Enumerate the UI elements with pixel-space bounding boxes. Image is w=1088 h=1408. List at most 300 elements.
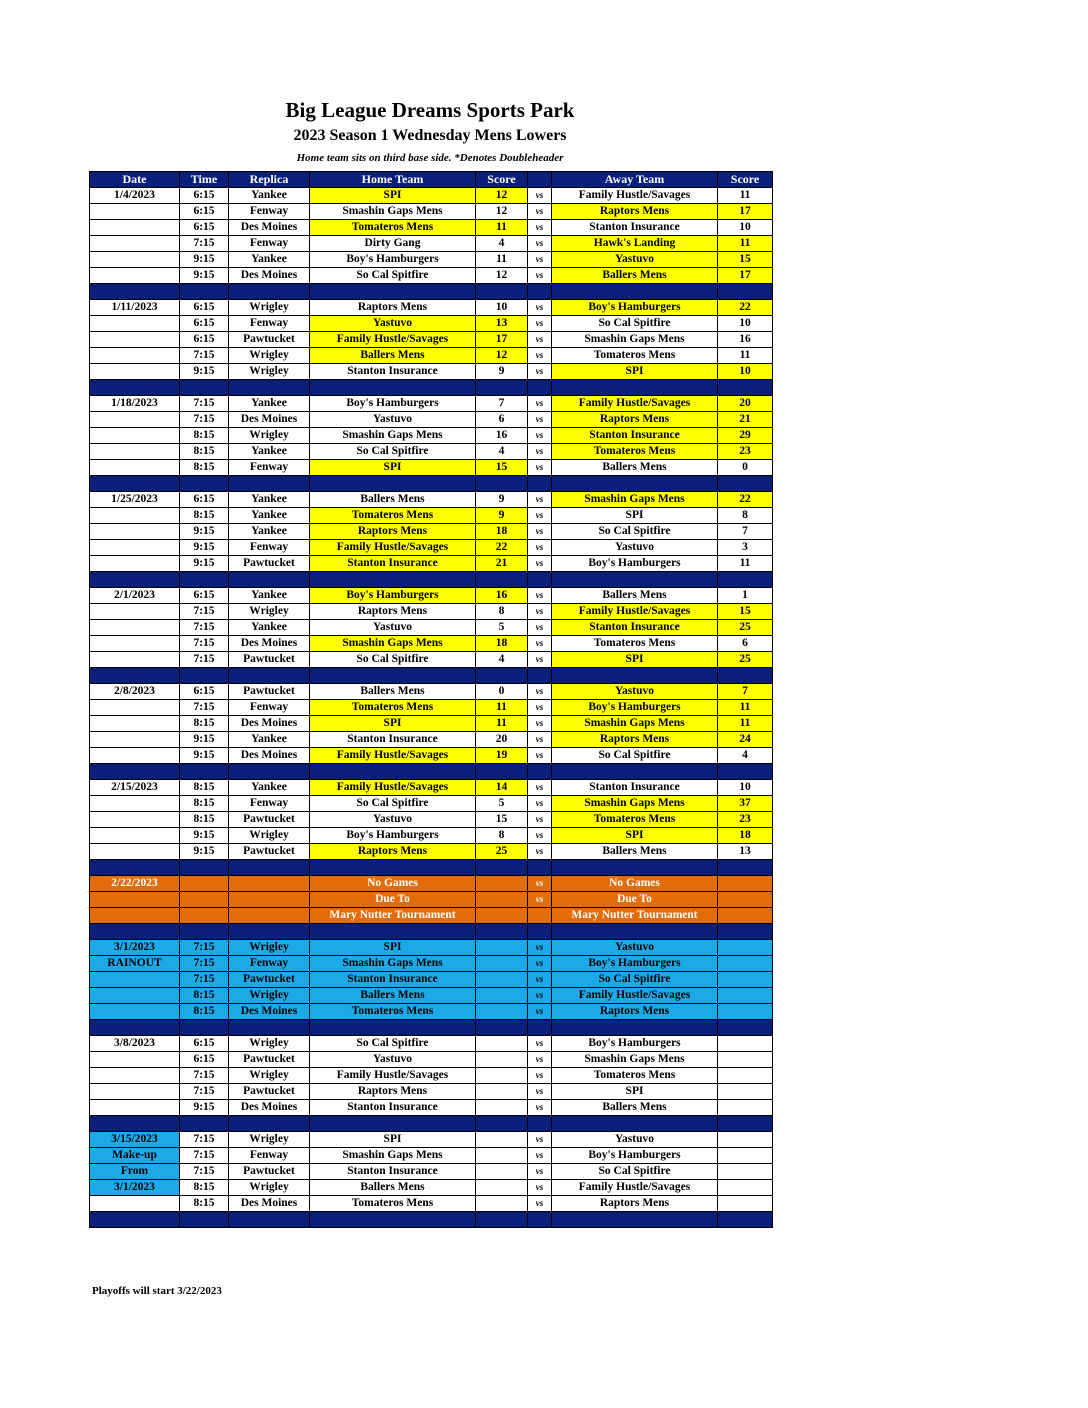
away-score-cell: 7 <box>718 524 773 540</box>
home-team-cell: Yastuvo <box>310 812 476 828</box>
time-cell: 8:15 <box>180 716 229 732</box>
table-row <box>90 700 773 716</box>
date-cell <box>90 700 180 716</box>
away-team-cell: Smashin Gaps Mens <box>552 332 718 348</box>
home-team-cell: Smashin Gaps Mens <box>310 428 476 444</box>
separator-cell <box>476 1116 528 1132</box>
vs-cell: vs <box>528 188 552 204</box>
time-cell <box>180 876 229 892</box>
replica-cell: Fenway <box>229 956 310 972</box>
table-row <box>90 1132 773 1148</box>
home-score-cell <box>476 1100 528 1116</box>
home-team-cell: So Cal Spitfire <box>310 268 476 284</box>
replica-cell: Des Moines <box>229 268 310 284</box>
vs-cell: vs <box>528 956 552 972</box>
vs-cell: vs <box>528 492 552 508</box>
table-row <box>90 508 773 524</box>
separator-cell <box>229 284 310 300</box>
separator-cell <box>180 572 229 588</box>
home-score-cell <box>476 1132 528 1148</box>
home-score-cell: 21 <box>476 556 528 572</box>
table-row <box>90 252 773 268</box>
replica-cell: Fenway <box>229 540 310 556</box>
away-team-cell: Tomateros Mens <box>552 812 718 828</box>
date-cell <box>90 1084 180 1100</box>
vs-cell: vs <box>528 876 552 892</box>
home-team-cell: Raptors Mens <box>310 300 476 316</box>
table-row <box>90 940 773 956</box>
separator-cell <box>476 1020 528 1036</box>
home-team-cell: Raptors Mens <box>310 1084 476 1100</box>
separator-cell <box>718 860 773 876</box>
time-cell: 7:15 <box>180 956 229 972</box>
home-team-cell: Tomateros Mens <box>310 1196 476 1212</box>
date-cell <box>90 364 180 380</box>
home-score-cell <box>476 1004 528 1020</box>
vs-cell: vs <box>528 988 552 1004</box>
home-team-cell: Stanton Insurance <box>310 972 476 988</box>
home-team-cell: Tomateros Mens <box>310 1004 476 1020</box>
time-cell: 7:15 <box>180 348 229 364</box>
table-row <box>90 1164 773 1180</box>
replica-cell: Yankee <box>229 508 310 524</box>
date-cell <box>90 268 180 284</box>
away-score-cell <box>718 1164 773 1180</box>
separator-cell <box>528 380 552 396</box>
vs-cell: vs <box>528 1148 552 1164</box>
separator-cell <box>229 1116 310 1132</box>
home-score-cell <box>476 940 528 956</box>
vs-cell: vs <box>528 1068 552 1084</box>
separator-cell <box>90 860 180 876</box>
time-cell: 9:15 <box>180 748 229 764</box>
vs-cell: vs <box>528 796 552 812</box>
time-cell: 8:15 <box>180 444 229 460</box>
replica-cell: Fenway <box>229 1148 310 1164</box>
table-row <box>90 316 773 332</box>
time-cell: 8:15 <box>180 988 229 1004</box>
vs-cell: vs <box>528 1052 552 1068</box>
home-score-cell: 12 <box>476 268 528 284</box>
separator-cell <box>90 668 180 684</box>
table-row <box>90 220 773 236</box>
replica-cell: Des Moines <box>229 748 310 764</box>
time-cell: 8:15 <box>180 780 229 796</box>
table-row <box>90 364 773 380</box>
away-score-cell <box>718 988 773 1004</box>
table-row <box>90 812 773 828</box>
date-cell: 2/8/2023 <box>90 684 180 700</box>
table-row <box>90 300 773 316</box>
replica-cell: Yankee <box>229 620 310 636</box>
date-cell <box>90 748 180 764</box>
replica-cell: Pawtucket <box>229 844 310 860</box>
replica-cell: Wrigley <box>229 1132 310 1148</box>
separator-row <box>90 924 773 940</box>
replica-cell: Wrigley <box>229 988 310 1004</box>
table-row <box>90 556 773 572</box>
home-score-cell <box>476 1180 528 1196</box>
home-score-cell: 7 <box>476 396 528 412</box>
away-score-cell <box>718 876 773 892</box>
separator-cell <box>310 1212 476 1228</box>
table-row <box>90 236 773 252</box>
replica-cell: Des Moines <box>229 1100 310 1116</box>
home-score-cell <box>476 956 528 972</box>
away-score-cell: 6 <box>718 636 773 652</box>
away-team-cell: Smashin Gaps Mens <box>552 492 718 508</box>
separator-cell <box>229 1212 310 1228</box>
home-team-cell: Stanton Insurance <box>310 364 476 380</box>
replica-cell: Yankee <box>229 492 310 508</box>
separator-cell <box>718 1116 773 1132</box>
home-team-cell: Smashin Gaps Mens <box>310 956 476 972</box>
home-team-cell: Boy's Hamburgers <box>310 252 476 268</box>
away-team-cell: Stanton Insurance <box>552 428 718 444</box>
separator-cell <box>229 476 310 492</box>
date-cell <box>90 236 180 252</box>
away-team-cell: Hawk's Landing <box>552 236 718 252</box>
vs-cell: vs <box>528 652 552 668</box>
replica-cell: Yankee <box>229 444 310 460</box>
away-score-cell <box>718 1084 773 1100</box>
table-row <box>90 892 773 908</box>
away-team-cell: Family Hustle/Savages <box>552 396 718 412</box>
separator-cell <box>476 764 528 780</box>
away-team-cell: No Games <box>552 876 718 892</box>
separator-cell <box>552 284 718 300</box>
separator-cell <box>476 668 528 684</box>
table-row <box>90 684 773 700</box>
separator-cell <box>180 924 229 940</box>
date-cell <box>90 988 180 1004</box>
vs-cell: vs <box>528 364 552 380</box>
vs-cell: vs <box>528 636 552 652</box>
away-score-cell: 11 <box>718 236 773 252</box>
home-team-cell: Ballers Mens <box>310 1180 476 1196</box>
separator-row <box>90 668 773 684</box>
date-cell <box>90 908 180 924</box>
vs-cell: vs <box>528 236 552 252</box>
away-team-cell: Yastuvo <box>552 252 718 268</box>
time-cell: 6:15 <box>180 316 229 332</box>
home-score-cell: 9 <box>476 492 528 508</box>
time-cell: 7:15 <box>180 1068 229 1084</box>
replica-cell: Wrigley <box>229 300 310 316</box>
separator-cell <box>180 1116 229 1132</box>
separator-cell <box>528 924 552 940</box>
away-team-cell: Family Hustle/Savages <box>552 604 718 620</box>
home-team-cell: Family Hustle/Savages <box>310 540 476 556</box>
home-score-cell <box>476 1052 528 1068</box>
away-team-cell: Yastuvo <box>552 540 718 556</box>
home-team-cell: Stanton Insurance <box>310 556 476 572</box>
date-cell <box>90 444 180 460</box>
home-team-cell: Raptors Mens <box>310 604 476 620</box>
away-score-cell: 29 <box>718 428 773 444</box>
home-score-cell: 4 <box>476 652 528 668</box>
away-score-cell <box>718 956 773 972</box>
table-row <box>90 188 773 204</box>
vs-cell: vs <box>528 444 552 460</box>
time-cell <box>180 892 229 908</box>
home-score-cell: 12 <box>476 348 528 364</box>
date-cell: 2/22/2023 <box>90 876 180 892</box>
time-cell: 8:15 <box>180 812 229 828</box>
time-cell: 9:15 <box>180 1100 229 1116</box>
home-score-cell: 22 <box>476 540 528 556</box>
replica-cell: Pawtucket <box>229 1164 310 1180</box>
separator-cell <box>229 572 310 588</box>
separator-cell <box>229 764 310 780</box>
time-cell: 8:15 <box>180 1180 229 1196</box>
separator-cell <box>180 764 229 780</box>
separator-cell <box>180 380 229 396</box>
home-score-cell: 19 <box>476 748 528 764</box>
replica-cell: Yankee <box>229 588 310 604</box>
table-row <box>90 396 773 412</box>
vs-cell: vs <box>528 1196 552 1212</box>
away-score-cell: 11 <box>718 556 773 572</box>
home-score-cell: 25 <box>476 844 528 860</box>
away-team-cell: Tomateros Mens <box>552 444 718 460</box>
time-cell: 6:15 <box>180 300 229 316</box>
separator-cell <box>718 476 773 492</box>
home-score-cell: 5 <box>476 796 528 812</box>
date-cell <box>90 348 180 364</box>
home-score-cell: 12 <box>476 188 528 204</box>
separator-cell <box>528 1020 552 1036</box>
home-score-cell: 4 <box>476 444 528 460</box>
away-team-cell: So Cal Spitfire <box>552 316 718 332</box>
home-score-cell <box>476 1164 528 1180</box>
date-cell <box>90 732 180 748</box>
replica-cell: Pawtucket <box>229 812 310 828</box>
date-cell <box>90 972 180 988</box>
away-score-cell: 7 <box>718 684 773 700</box>
separator-cell <box>718 764 773 780</box>
date-cell <box>90 252 180 268</box>
replica-cell: Wrigley <box>229 364 310 380</box>
table-row <box>90 636 773 652</box>
table-row <box>90 1100 773 1116</box>
table-row <box>90 972 773 988</box>
separator-cell <box>90 476 180 492</box>
time-cell: 7:15 <box>180 940 229 956</box>
replica-cell: Wrigley <box>229 428 310 444</box>
time-cell: 7:15 <box>180 652 229 668</box>
separator-cell <box>476 860 528 876</box>
table-row <box>90 620 773 636</box>
home-score-cell: 18 <box>476 524 528 540</box>
away-score-cell <box>718 1036 773 1052</box>
date-cell <box>90 316 180 332</box>
replica-cell: Yankee <box>229 252 310 268</box>
time-cell: 9:15 <box>180 524 229 540</box>
date-cell: 3/1/2023 <box>90 940 180 956</box>
home-team-cell: Smashin Gaps Mens <box>310 204 476 220</box>
replica-cell: Pawtucket <box>229 1084 310 1100</box>
time-cell: 7:15 <box>180 700 229 716</box>
separator-cell <box>718 1212 773 1228</box>
away-team-cell: Family Hustle/Savages <box>552 1180 718 1196</box>
replica-cell: Wrigley <box>229 940 310 956</box>
vs-cell: vs <box>528 892 552 908</box>
away-score-cell: 10 <box>718 316 773 332</box>
away-team-cell: Boy's Hamburgers <box>552 956 718 972</box>
home-score-cell: 9 <box>476 364 528 380</box>
away-score-cell: 13 <box>718 844 773 860</box>
time-cell: 8:15 <box>180 508 229 524</box>
away-team-cell: So Cal Spitfire <box>552 748 718 764</box>
replica-cell: Wrigley <box>229 1180 310 1196</box>
home-team-cell: SPI <box>310 716 476 732</box>
separator-cell <box>718 380 773 396</box>
time-cell: 8:15 <box>180 460 229 476</box>
home-score-cell: 18 <box>476 636 528 652</box>
away-team-cell: Yastuvo <box>552 1132 718 1148</box>
away-score-cell: 22 <box>718 492 773 508</box>
separator-row <box>90 476 773 492</box>
away-score-cell: 15 <box>718 604 773 620</box>
table-row <box>90 588 773 604</box>
away-score-cell: 11 <box>718 716 773 732</box>
separator-cell <box>476 476 528 492</box>
away-team-cell: Tomateros Mens <box>552 348 718 364</box>
away-score-cell <box>718 1052 773 1068</box>
home-team-cell: Yastuvo <box>310 620 476 636</box>
replica-cell: Fenway <box>229 460 310 476</box>
away-score-cell <box>718 972 773 988</box>
home-score-cell: 20 <box>476 732 528 748</box>
away-score-cell: 17 <box>718 268 773 284</box>
separator-cell <box>310 924 476 940</box>
date-cell: 3/1/2023 <box>90 1180 180 1196</box>
away-score-cell: 0 <box>718 460 773 476</box>
vs-cell: vs <box>528 524 552 540</box>
vs-cell: vs <box>528 732 552 748</box>
separator-cell <box>229 924 310 940</box>
time-cell: 8:15 <box>180 1004 229 1020</box>
away-team-cell: Ballers Mens <box>552 844 718 860</box>
time-cell: 7:15 <box>180 620 229 636</box>
time-cell: 9:15 <box>180 732 229 748</box>
away-team-cell: Tomateros Mens <box>552 1068 718 1084</box>
vs-cell: vs <box>528 1100 552 1116</box>
separator-cell <box>310 572 476 588</box>
time-cell: 6:15 <box>180 204 229 220</box>
home-team-cell: Raptors Mens <box>310 524 476 540</box>
home-score-cell: 8 <box>476 828 528 844</box>
replica-cell: Wrigley <box>229 828 310 844</box>
separator-cell <box>90 572 180 588</box>
table-row <box>90 1196 773 1212</box>
replica-cell: Fenway <box>229 796 310 812</box>
away-team-cell: Boy's Hamburgers <box>552 556 718 572</box>
table-row <box>90 604 773 620</box>
date-cell <box>90 812 180 828</box>
time-cell: 7:15 <box>180 1164 229 1180</box>
home-team-cell: So Cal Spitfire <box>310 444 476 460</box>
separator-cell <box>229 380 310 396</box>
separator-row <box>90 380 773 396</box>
date-cell: 3/8/2023 <box>90 1036 180 1052</box>
col-header-home-score: Score <box>476 172 528 188</box>
away-team-cell: Stanton Insurance <box>552 780 718 796</box>
vs-cell: vs <box>528 844 552 860</box>
vs-cell: vs <box>528 220 552 236</box>
home-team-cell: Stanton Insurance <box>310 1100 476 1116</box>
replica-cell <box>229 892 310 908</box>
replica-cell: Fenway <box>229 236 310 252</box>
home-score-cell <box>476 1148 528 1164</box>
separator-row <box>90 1116 773 1132</box>
replica-cell <box>229 876 310 892</box>
replica-cell: Wrigley <box>229 348 310 364</box>
vs-cell: vs <box>528 700 552 716</box>
home-score-cell: 11 <box>476 716 528 732</box>
separator-cell <box>310 860 476 876</box>
vs-cell: vs <box>528 204 552 220</box>
table-row <box>90 908 773 924</box>
home-score-cell <box>476 908 528 924</box>
page-note: Home team sits on third base side. *Denotes Doubleheader <box>296 152 564 164</box>
separator-row <box>90 284 773 300</box>
date-cell <box>90 620 180 636</box>
vs-cell: vs <box>528 828 552 844</box>
away-score-cell <box>718 1180 773 1196</box>
away-team-cell: Family Hustle/Savages <box>552 188 718 204</box>
away-team-cell: SPI <box>552 1084 718 1100</box>
home-score-cell: 11 <box>476 252 528 268</box>
time-cell: 7:15 <box>180 236 229 252</box>
col-header-vs <box>528 172 552 188</box>
time-cell: 9:15 <box>180 364 229 380</box>
away-team-cell: SPI <box>552 364 718 380</box>
vs-cell: vs <box>528 348 552 364</box>
away-score-cell: 3 <box>718 540 773 556</box>
col-header-replica: Replica <box>229 172 310 188</box>
col-header-date: Date <box>90 172 180 188</box>
date-cell <box>90 220 180 236</box>
home-team-cell: Tomateros Mens <box>310 508 476 524</box>
vs-cell: vs <box>528 940 552 956</box>
home-team-cell: SPI <box>310 188 476 204</box>
home-score-cell: 5 <box>476 620 528 636</box>
home-score-cell <box>476 876 528 892</box>
page-subtitle: 2023 Season 1 Wednesday Mens Lowers <box>293 127 567 144</box>
away-team-cell: Mary Nutter Tournament <box>552 908 718 924</box>
time-cell: 7:15 <box>180 396 229 412</box>
vs-cell: vs <box>528 620 552 636</box>
date-cell <box>90 412 180 428</box>
away-team-cell: Smashin Gaps Mens <box>552 716 718 732</box>
table-row <box>90 876 773 892</box>
home-team-cell: Stanton Insurance <box>310 1164 476 1180</box>
away-score-cell: 11 <box>718 348 773 364</box>
away-team-cell: Raptors Mens <box>552 1004 718 1020</box>
separator-cell <box>476 380 528 396</box>
separator-cell <box>180 1020 229 1036</box>
away-team-cell: Boy's Hamburgers <box>552 300 718 316</box>
away-score-cell: 16 <box>718 332 773 348</box>
away-team-cell: SPI <box>552 652 718 668</box>
separator-cell <box>180 668 229 684</box>
away-team-cell: Yastuvo <box>552 684 718 700</box>
away-score-cell: 15 <box>718 252 773 268</box>
replica-cell: Des Moines <box>229 716 310 732</box>
vs-cell: vs <box>528 396 552 412</box>
